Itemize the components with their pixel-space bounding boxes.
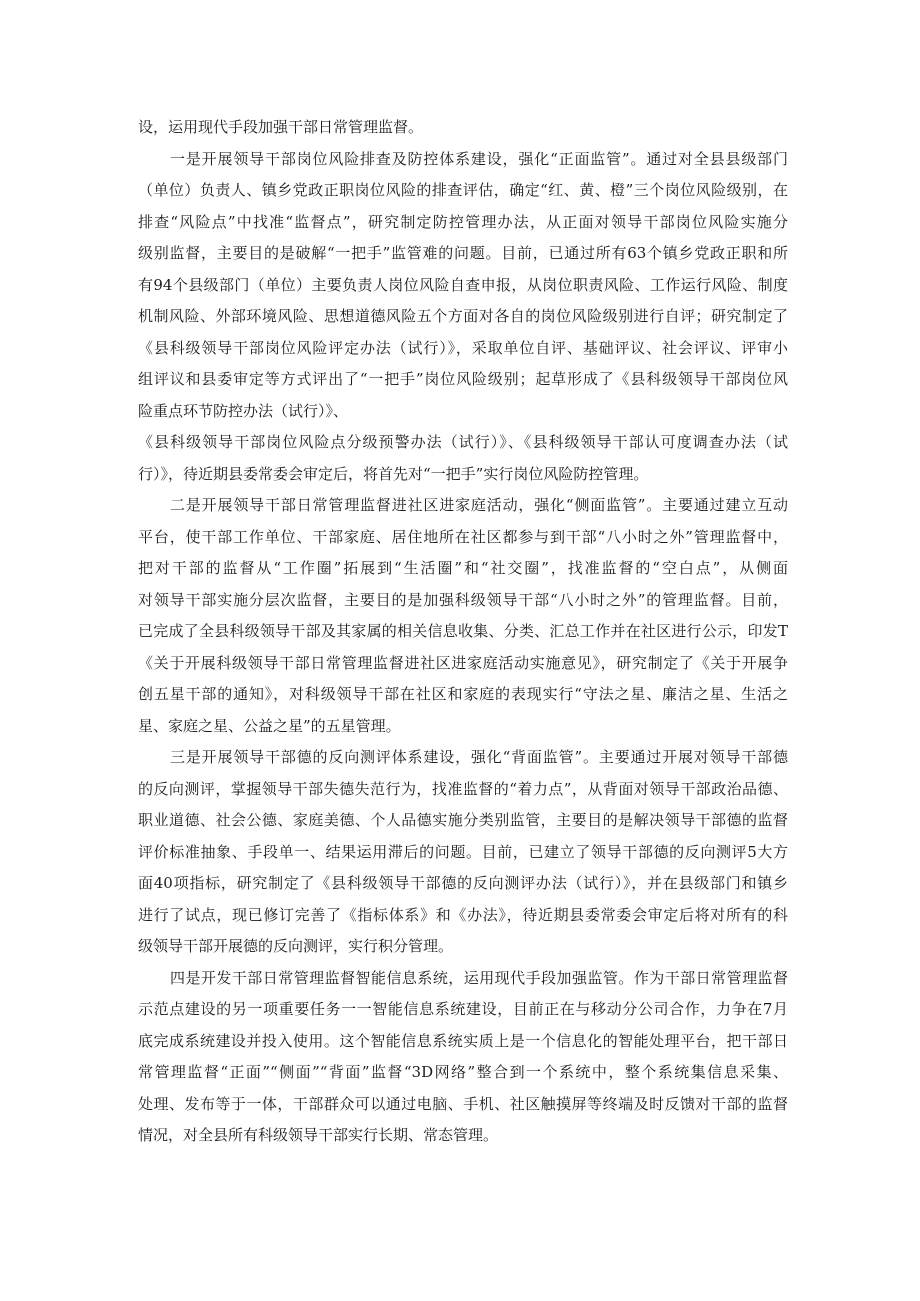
text-line: 示范点建设的另一项重要任务一一智能信息系统建设，目前正在与移动分公司合作，力争在7月	[138, 1000, 788, 1018]
text-line: 创五星干部的通知》，对科级领导干部在社区和家庭的表现实行“守法之星、廉洁之星、生活之	[138, 685, 788, 703]
text-line: 常管理监督“正面”“侧面”“背面”监督“3D网络”整合到一个系统中，整个系统集信息采集、	[138, 1063, 788, 1081]
text-line: （单位）负责人、镇乡党政正职岗位风险的排查评估，确定“红、黄、橙”三个岗位风险级别，在	[138, 181, 788, 199]
text-line: 有94个县级部门（单位）主要负责人岗位风险自查申报，从岗位职责风险、工作运行风险、制度	[138, 275, 788, 294]
text-line: 的反向测评，掌握领导干部失德失范行为，找准监督的“着力点”，从背面对领导干部政治品德、	[138, 779, 788, 798]
text-line: 一是开展领导干部岗位风险排查及防控体系建设，强化“正面监管”。通过对全县县级部门	[170, 149, 788, 168]
text-line: 级别监督，主要目的是破解“一把手”监管难的问题。目前，已通过所有63个镇乡党政正职和所	[138, 244, 788, 262]
text-line: 《关于开展科级领导干部日常管理监督进社区进家庭活动实施意见》，研究制定了《关于开展争	[138, 653, 788, 672]
text-line: 设，运用现代手段加强干部日常管理监督。	[138, 118, 424, 136]
text-line: 组评议和县委审定等方式评出了“一把手”岗位风险级别；起草形成了《县科级领导干部岗位风	[138, 370, 788, 388]
text-line: 处理、发布等于一体，干部群众可以通过电脑、手机、社区触摸屏等终端及时反馈对干部的监督	[138, 1094, 788, 1113]
paragraph-3	[138, 742, 788, 963]
paragraph-2	[138, 490, 788, 742]
paragraph-intro	[138, 112, 788, 144]
text-line: 已完成了全县科级领导干部及其家属的相关信息收集、分类、汇总工作并在社区进行公示，印发T	[138, 622, 788, 640]
text-line: 面40项指标，研究制定了《县科级领导干部德的反向测评办法（试行）》，并在县级部门和镇乡	[138, 874, 788, 892]
text-line: 险重点环节防控办法（试行）》、	[138, 401, 349, 420]
text-line: 二是开展领导干部日常管理监督进社区进家庭活动，强化“侧面监管”。主要通过建立互动	[170, 496, 788, 514]
text-line: 评价标准抽象、手段单一、结果运用滞后的问题。目前，已建立了领导干部德的反向测评5大方	[138, 842, 788, 861]
text-line: 平台，使干部工作单位、干部家庭、居住地所在社区都参与到干部“八小时之外”管理监督中，	[138, 527, 788, 546]
text-line: 《县科级领导干部岗位风险点分级预警办法（试行）》、《县科级领导干部认可度调查办法（试	[138, 433, 788, 451]
text-line: 排查“风险点”中找准“监督点”，研究制定防控管理办法，从正面对领导干部岗位风险实施分	[138, 212, 788, 231]
document-body	[138, 112, 788, 1152]
text-line: 四是开发干部日常管理监督智能信息系统，运用现代手段加强监管。作为干部日常管理监督	[170, 968, 788, 987]
text-line: 级领导干部开展德的反向测评，实行积分管理。	[138, 937, 454, 955]
text-line: 《县科级领导干部岗位风险评定办法（试行）》，采取单位自评、基础评议、社会评议、评审小	[138, 338, 788, 357]
paragraph-1	[138, 144, 788, 491]
text-line: 星、家庭之星、公益之星”的五星管理。	[138, 716, 401, 735]
text-line: 进行了试点，现已修订完善了《指标体系》和《办法》，待近期县委常委会审定后将对所有的科	[138, 905, 788, 924]
text-line: 行）》，待近期县委常委会审定后，将首先对“一把手”实行岗位风险防控管理。	[138, 464, 649, 483]
text-line: 机制风险、外部环境风险、思想道德风险五个方面对各自的岗位风险级别进行自评；研究制定了	[138, 307, 788, 325]
text-line: 底完成系统建设并投入使用。这个智能信息系统实质上是一个信息化的智能处理平台，把干部日	[138, 1031, 788, 1050]
text-line: 职业道德、社会公德、家庭美德、个人品德实施分类别监管，主要目的是解决领导干部德的监督	[138, 811, 788, 829]
text-line: 对领导干部实施分层次监督，主要目的是加强科级领导干部“八小时之外”的管理监督。目前，	[138, 590, 788, 609]
text-line: 三是开展领导干部德的反向测评体系建设，强化“背面监管”。主要通过开展对领导干部德	[170, 748, 788, 766]
paragraph-4	[138, 963, 788, 1152]
text-line: 把对干部的监督从“工作圈”拓展到“生活圈”和“社交圈”，找准监督的“空白点”，从侧面	[138, 559, 788, 577]
text-line: 情况，对全县所有科级领导干部实行长期、常态管理。	[138, 1126, 499, 1144]
